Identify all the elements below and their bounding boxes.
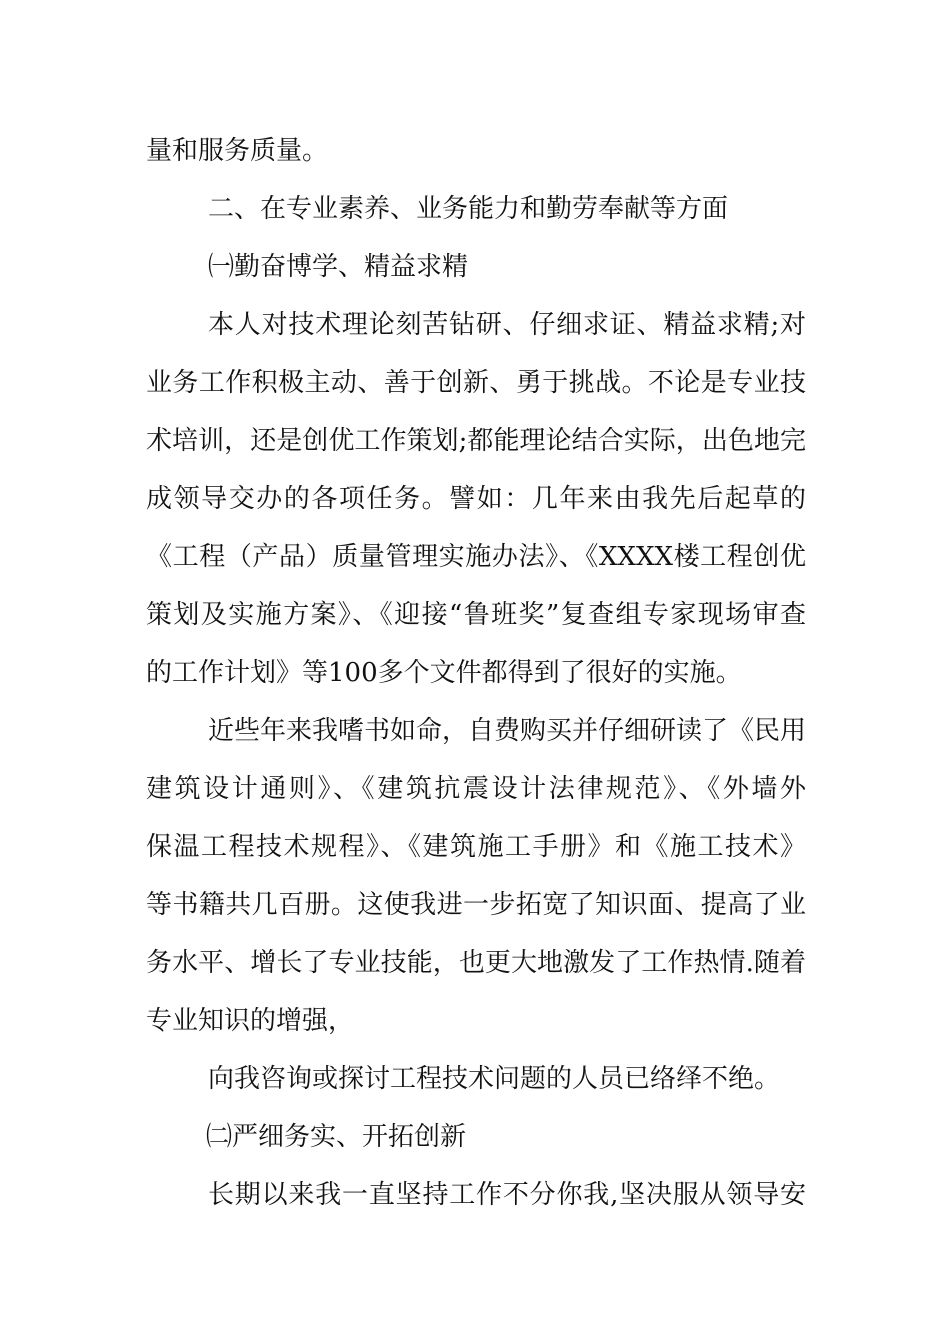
section-heading: 二、在专业素养、业务能力和勤劳奉献等方面 — [208, 194, 729, 224]
text-line: 务水平、增长了专业技能，也更大地激发了工作热情.随着 — [146, 948, 806, 978]
text-line: 建筑设计通则》、《建筑抗震设计法律规范》、《外墙外 — [146, 774, 806, 804]
text-line: 的工作计划》等100多个文件都得到了很好的实施。 — [146, 658, 742, 688]
text-line: 《工程（产品）质量管理实施办法》、《XXXX楼工程创优 — [146, 542, 806, 572]
subsection-heading: ㈡严细务实、开拓创新 — [206, 1122, 467, 1152]
text-line: 业务工作积极主动、善于创新、勇于挑战。不论是专业技 — [146, 368, 806, 398]
text-line: 本人对技术理论刻苦钻研、仔细求证、精益求精;对 — [208, 310, 806, 340]
text-line: 成领导交办的各项任务。譬如：几年来由我先后起草的 — [146, 484, 806, 514]
text-line: 保温工程技术规程》、《建筑施工手册》和《施工技术》 — [146, 832, 806, 862]
text-line: 术培训，还是创优工作策划;都能理论结合实际，出色地完 — [146, 426, 806, 456]
text-line: 专业知识的增强， — [146, 1006, 355, 1036]
text-line: 等书籍共几百册。这使我进一步拓宽了知识面、提高了业 — [146, 890, 806, 920]
text-line: 长期以来我一直坚持工作不分你我,坚决服从领导安 — [208, 1180, 806, 1210]
text-line: 向我咨询或探讨工程技术问题的人员已络绎不绝。 — [208, 1064, 781, 1094]
text-line: 策划及实施方案》、《迎接“鲁班奖”复查组专家现场审查 — [146, 600, 806, 630]
text-line: 量和服务质量。 — [146, 136, 329, 166]
subsection-heading: ㈠勤奋博学、精益求精 — [208, 252, 469, 282]
text-line: 近些年来我嗜书如命，自费购买并仔细研读了《民用 — [208, 716, 806, 746]
